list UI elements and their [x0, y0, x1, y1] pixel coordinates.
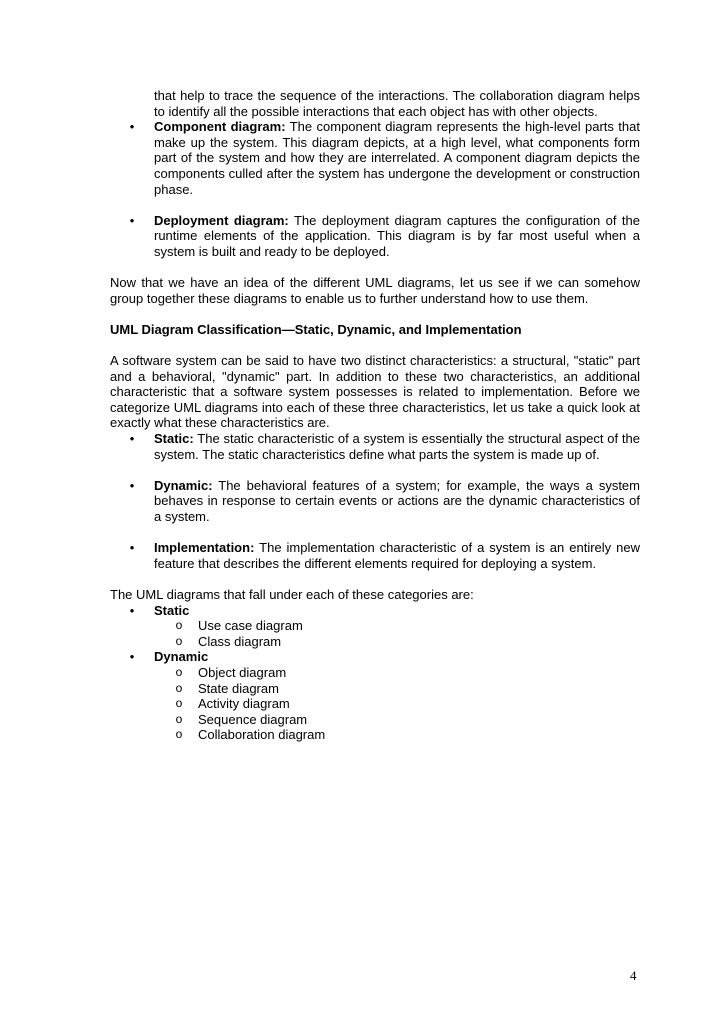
category-name: Static: [154, 602, 190, 618]
static-diagram-list: [110, 618, 640, 649]
bullet-term: Implementation:: [154, 540, 255, 556]
bullet-term: Deployment diagram:: [154, 212, 289, 228]
categories-intro: The UML diagrams that fall under each of these categories are:: [110, 587, 474, 602]
bullet-text: The component diagram represents the high-level parts that make up the system. This diagram depicts, at a high level, what components form part of the system and how they are interrelated. A component diagram depicts the components culled after the system has undergone the development or construction phase.: [154, 119, 640, 197]
list-item: [110, 696, 640, 712]
bullet-deployment-diagram: [110, 213, 640, 260]
bullet-text: The deployment diagram captures the configuration of the runtime elements of the application. This diagram is by far most useful when a system is built and ready to be deployed.: [154, 212, 640, 259]
characteristics-list: [110, 431, 640, 571]
list-item: [110, 727, 640, 743]
circle-bullet-icon: o: [175, 727, 183, 742]
list-item-label: Use case diagram: [198, 618, 303, 634]
intro-paragraph: Now that we have an idea of the different UML diagrams, let us see if we can somehow group together these diagrams to enable us to further understand how to use them.: [110, 275, 640, 306]
categories-list-dynamic: [110, 649, 640, 665]
circle-bullet-icon: o: [175, 711, 183, 726]
bullet-text: The behavioral features of a system; for example, the ways a system behaves in response to certain events or actions are the dynamic characteristics of a system.: [154, 477, 640, 525]
bullet-icon: •: [129, 119, 135, 135]
list-item-label: State diagram: [198, 680, 279, 696]
bullet-static: [110, 431, 640, 462]
section-heading: UML Diagram Classification—Static, Dynamic, and Implementation: [110, 321, 522, 337]
category-static: [110, 603, 640, 619]
list-item-label: Object diagram: [198, 664, 287, 680]
categories-list: [110, 603, 640, 619]
dynamic-diagram-list: [110, 665, 640, 743]
section-paragraph: A software system can be said to have two distinct characteristics: a structural, "static" part and a behavioral, "dynamic" part. In addition to these two characteristics, an additional characteristic that a software system possesses is related to implementation. Before we categorize UML diagrams into each of these three characteristics, let us take a quick look at exactly what these characteristics are.: [110, 353, 640, 431]
bullet-component-diagram: [110, 119, 640, 197]
bullet-text: The static characteristic of a system is essentially the structural aspect of the system. The static characteristics define what parts the system is made up of.: [154, 431, 640, 462]
continuation-paragraph: that help to trace the sequence of the interactions. The collaboration diagram helps to identify all the possible interactions that each object has with other objects.: [154, 88, 640, 119]
circle-bullet-icon: o: [175, 680, 183, 695]
list-item-label: Activity diagram: [198, 696, 290, 712]
list-item: [110, 634, 640, 650]
list-item-label: Class diagram: [198, 633, 282, 649]
bullet-term: Static:: [154, 431, 194, 447]
bullet-icon: •: [129, 477, 135, 493]
page-number: 4: [630, 968, 637, 983]
bullet-icon: •: [129, 431, 135, 447]
bullet-implementation: [110, 540, 640, 571]
list-item: [110, 681, 640, 697]
bullet-dynamic: [110, 478, 640, 525]
category-name: Dynamic: [154, 649, 209, 665]
diagram-bullet-list: [110, 119, 640, 259]
circle-bullet-icon: o: [175, 618, 183, 633]
bullet-icon: •: [129, 602, 135, 618]
list-item-label: Collaboration diagram: [198, 727, 326, 743]
circle-bullet-icon: o: [175, 696, 183, 711]
bullet-icon: •: [129, 212, 135, 228]
bullet-term: Dynamic:: [154, 477, 213, 493]
category-dynamic: [110, 649, 640, 665]
list-item: [110, 665, 640, 681]
bullet-icon: •: [129, 540, 135, 556]
bullet-text: The implementation characteristic of a system is an entirely new feature that describes the different elements required for deploying a system.: [154, 540, 640, 571]
bullet-term: Component diagram:: [154, 119, 286, 135]
circle-bullet-icon: o: [175, 664, 183, 679]
list-item: [110, 618, 640, 634]
bullet-icon: •: [129, 649, 135, 665]
list-item-label: Sequence diagram: [198, 711, 308, 727]
circle-bullet-icon: o: [175, 633, 183, 648]
page-content: [110, 88, 640, 743]
list-item: [110, 712, 640, 728]
